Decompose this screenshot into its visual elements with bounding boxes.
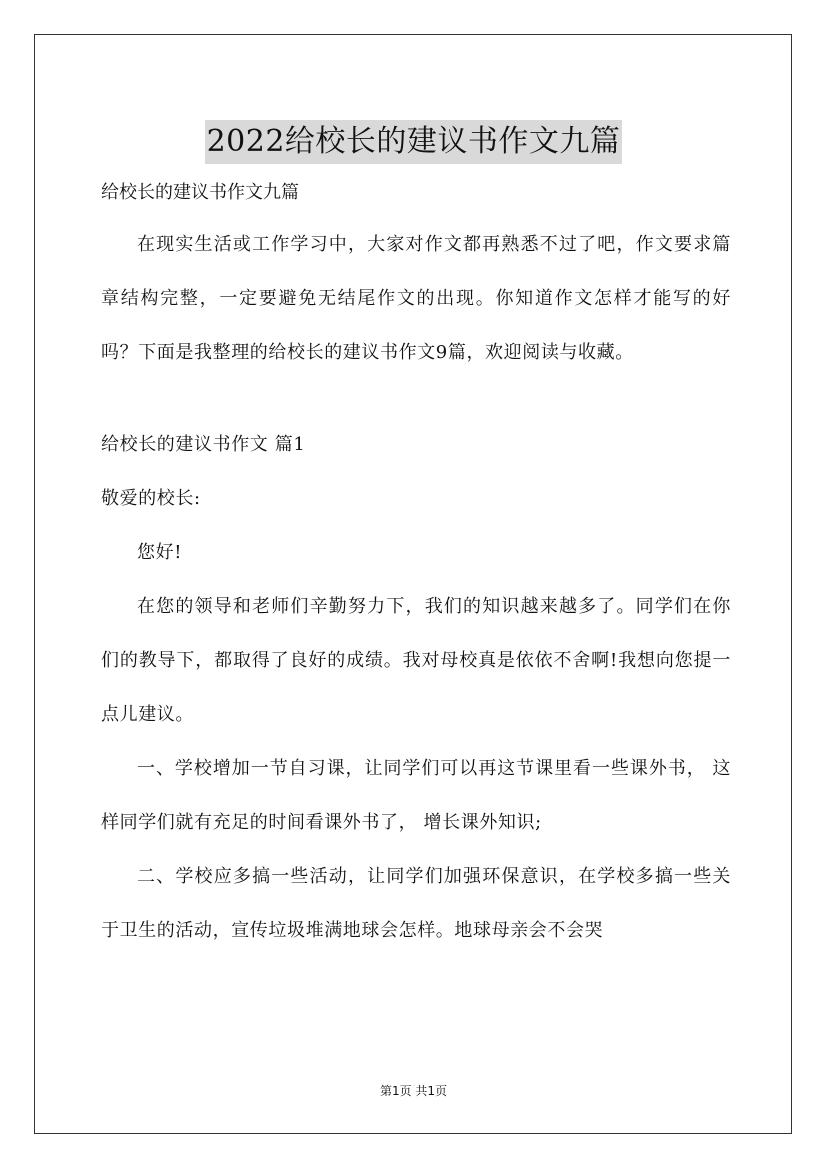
body-paragraph-1: 在您的领导和老师们辛勤努力下，我们的知识越来越多了。同学们在你们的教导下，都取得了良好的成绩。我对母校真是依依不舍啊!我想向您提一点儿建议。 (101, 596, 731, 725)
document-subtitle: 给校长的建议书作文九篇 (101, 182, 299, 203)
letter-salutation: 敬爱的校长: (101, 488, 201, 509)
section-heading: 给校长的建议书作文 篇1 (101, 434, 306, 455)
document-title: 2022给校长的建议书作文九篇 (205, 120, 623, 164)
body-paragraph-2: 一、学校增加一节自习课，让同学们可以再这节课里看一些课外书， 这样同学们就有充足的时间看课外书了， 增长课外知识; (101, 758, 731, 833)
intro-paragraph: 在现实生活或工作学习中，大家对作文都再熟悉不过了吧，作文要求篇章结构完整，一定要避免无结尾作文的出现。你知道作文怎样才能写的好吗？下面是我整理的给校长的建议书作文9篇，欢迎阅读与收藏。 (101, 234, 731, 363)
page-footer: 第1页 共1页 (379, 1084, 448, 1098)
document-body (101, 170, 731, 958)
letter-greeting: 您好! (137, 542, 183, 563)
body-paragraph-3: 二、学校应多搞一些活动，让同学们加强环保意识，在学校多搞一些关于卫生的活动，宣传垃圾堆满地球会怎样。地球母亲会不会哭 (101, 866, 731, 941)
